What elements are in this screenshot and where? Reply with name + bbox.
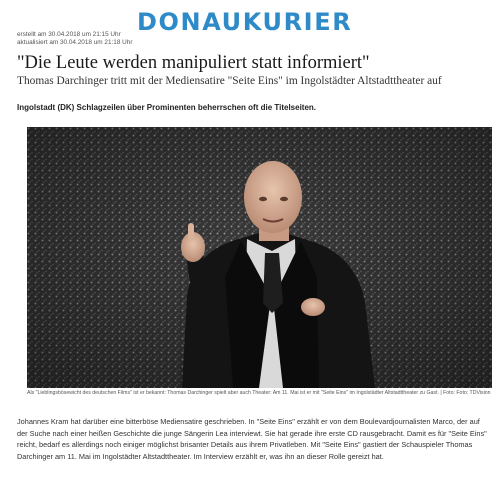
- article-headline: "Die Leute werden manipuliert statt informiert": [17, 53, 370, 73]
- updated-date: aktualisiert am 30.04.2018 um 21:18 Uhr: [17, 39, 133, 46]
- article-meta: [17, 31, 132, 47]
- article-body: Johannes Kram hat darüber eine bitterböse Mediensatire geschrieben. In "Seite Eins" erzählt er von dem Boulevardjournalisten Marco, der auf der Suche nach einer heißen Geschichte die junge Sängerin Lea interviewt. Sie hat gerade ihre erste CD rausgebracht. Damit es für "Seite Eins" reicht, bedarf es allerdings noch einiger möglichst brisanter Details aus ihrem Privatleben. Mit "Seite Eins" gastiert der Schauspieler Thomas Darchinger am 11. Mai im Ingolstädter Altstadttheater. Im Interview erzählt er, was ihn an dieser Rolle gereizt hat.: [17, 417, 487, 461]
- created-date: erstellt am 30.04.2018 um 21:15 Uhr: [17, 31, 121, 38]
- photo-caption: Als "Lieblingsbösewicht des deutschen Films" ist er bekannt: Thomas Darchinger spielt aber auch Theater: Am 11. Mai ist er mit "Seite Eins" im Ingolstädter Altstadttheater zu Gast. | Foto: Foto: TDVision: [27, 390, 491, 396]
- article-lead: Ingolstadt (DK) Schlagzeilen über Prominenten beherrschen oft die Titelseiten.: [17, 103, 317, 112]
- article-photo[interactable]: [27, 127, 492, 388]
- site-logo[interactable]: DONAUKURIER: [137, 8, 353, 36]
- article-subheadline: Thomas Darchinger tritt mit der Mediensatire "Seite Eins" im Ingolstädter Altstadttheater auf: [17, 75, 442, 87]
